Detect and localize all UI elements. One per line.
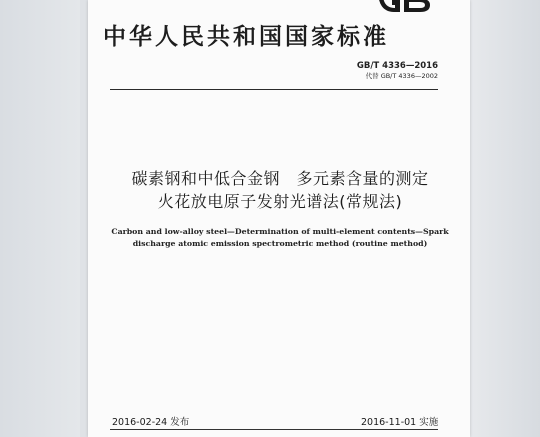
implementation-date: 2016-11-01 实施 [361,417,439,428]
footer-divider [110,429,438,430]
chinese-title-line-1: 碳素钢和中低合金钢 多元素含量的测定 [131,169,429,188]
replaced-standard-code: 代替 GB/T 4336—2002 [365,72,438,80]
header-divider [110,89,438,90]
background-left [0,0,80,437]
standard-code: GB/T 4336—2016 [356,61,438,71]
standard-category-title: 中华人民共和国国家标准 [103,24,389,50]
issue-date: 2016-02-24 发布 [112,417,190,428]
standard-code-block [320,61,438,81]
chinese-title-line-2: 火花放电原子发射光谱法(常规法) [157,192,403,211]
gb-logo-icon [372,0,436,16]
english-title-line-1: Carbon and low-alloy steel—Determination of multi-element contents—Spark [111,227,449,236]
background-right [470,0,540,437]
english-title-line-2: discharge atomic emission spectrometric method (routine method) [132,239,428,248]
